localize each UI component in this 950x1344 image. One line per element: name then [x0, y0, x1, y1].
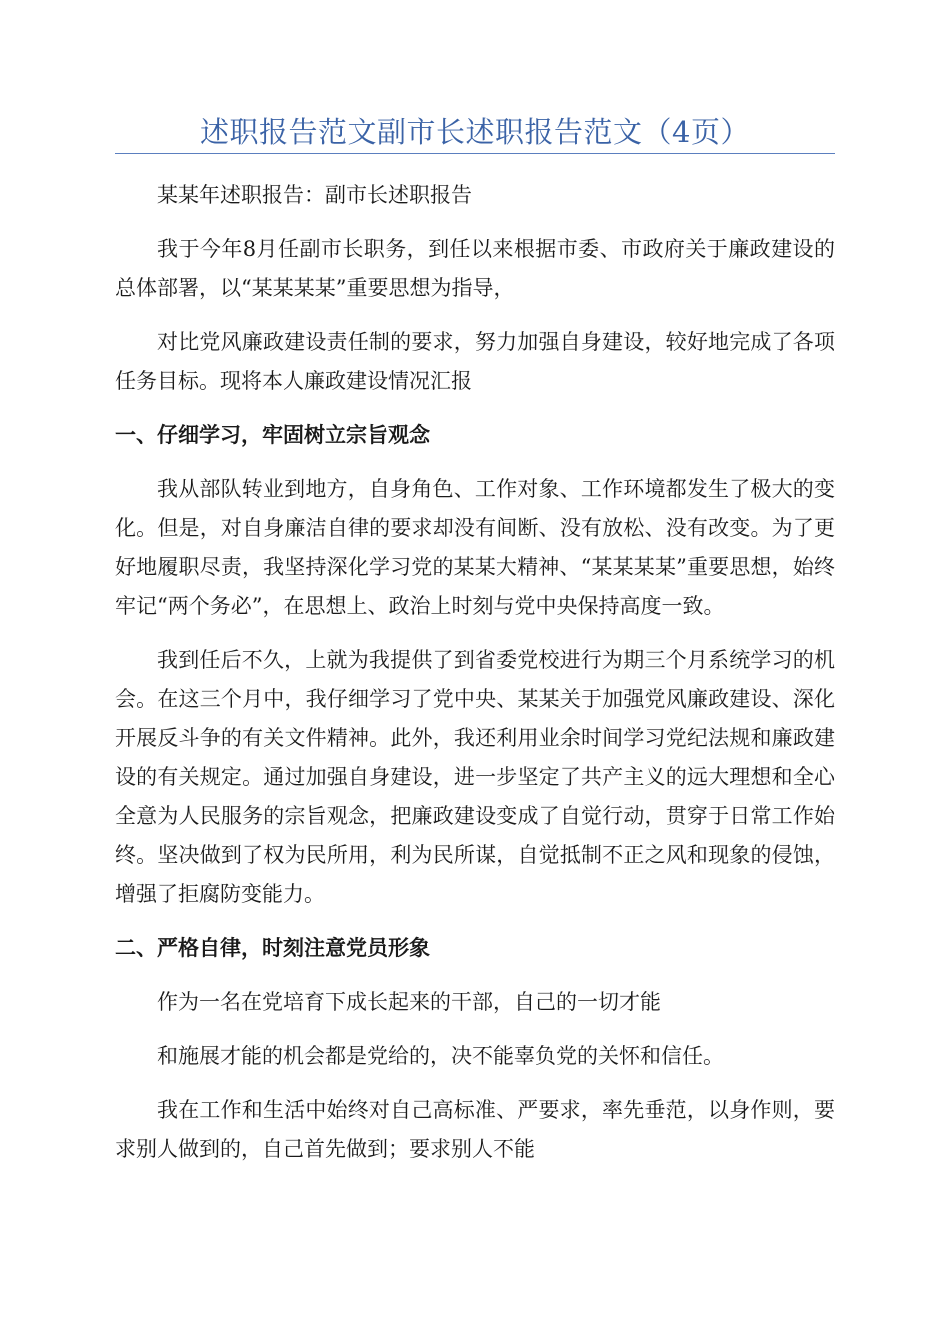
title-underline [115, 153, 835, 154]
paragraph: 我于今年8月任副市长职务，到任以来根据市委、市政府关于廉政建设的总体部署，以“某某某某”重要思想为指导， [115, 237, 835, 300]
paragraph: 我从部队转业到地方，自身角色、工作对象、工作环境都发生了极大的变化。但是，对自身廉洁自律的要求却没有间断、没有放松、没有改变。为了更好地履职尽责，我坚持深化学习党的某某大精神、“某某某某”重要思想，始终牢记“两个务必”，在思想上、政治上时刻与党中央保持高度一致。 [115, 477, 835, 618]
paragraph: 我到任后不久，上就为我提供了到省委党校进行为期三个月系统学习的机会。在这三个月中，我仔细学习了党中央、某某关于加强党风廉政建设、深化开展反斗争的有关文件精神。此外，我还利用业余时间学习党纪法规和廉政建设的有关规定。通过加强自身建设，进一步坚定了共产主义的远大理想和全心全意为人民服务的宗旨观念，把廉政建设变成了自觉行动，贯穿于日常工作始终。坚决做到了权为民所用，利为民所谋，自觉抵制不正之风和现象的侵蚀，增强了拒腐防变能力。 [115, 648, 835, 906]
paragraph-subtitle: 某某年述职报告：副市长述职报告 [157, 183, 472, 207]
section-heading-1: 一、仔细学习，牢固树立宗旨观念 [115, 423, 430, 447]
document-body [115, 176, 835, 1184]
paragraph: 对比党风廉政建设责任制的要求，努力加强自身建设，较好地完成了各项任务目标。现将本人廉政建设情况汇报 [115, 330, 835, 393]
section-heading-2: 二、严格自律，时刻注意党员形象 [115, 936, 430, 960]
paragraph: 和施展才能的机会都是党给的，决不能辜负党的关怀和信任。 [157, 1044, 724, 1068]
document-title: 述职报告范文副市长述职报告范文（4页） [200, 115, 750, 149]
paragraph: 我在工作和生活中始终对自己高标准、严要求，率先垂范，以身作则，要求别人做到的，自己首先做到；要求别人不能 [115, 1098, 835, 1161]
paragraph: 作为一名在党培育下成长起来的干部，自己的一切才能 [157, 990, 661, 1014]
